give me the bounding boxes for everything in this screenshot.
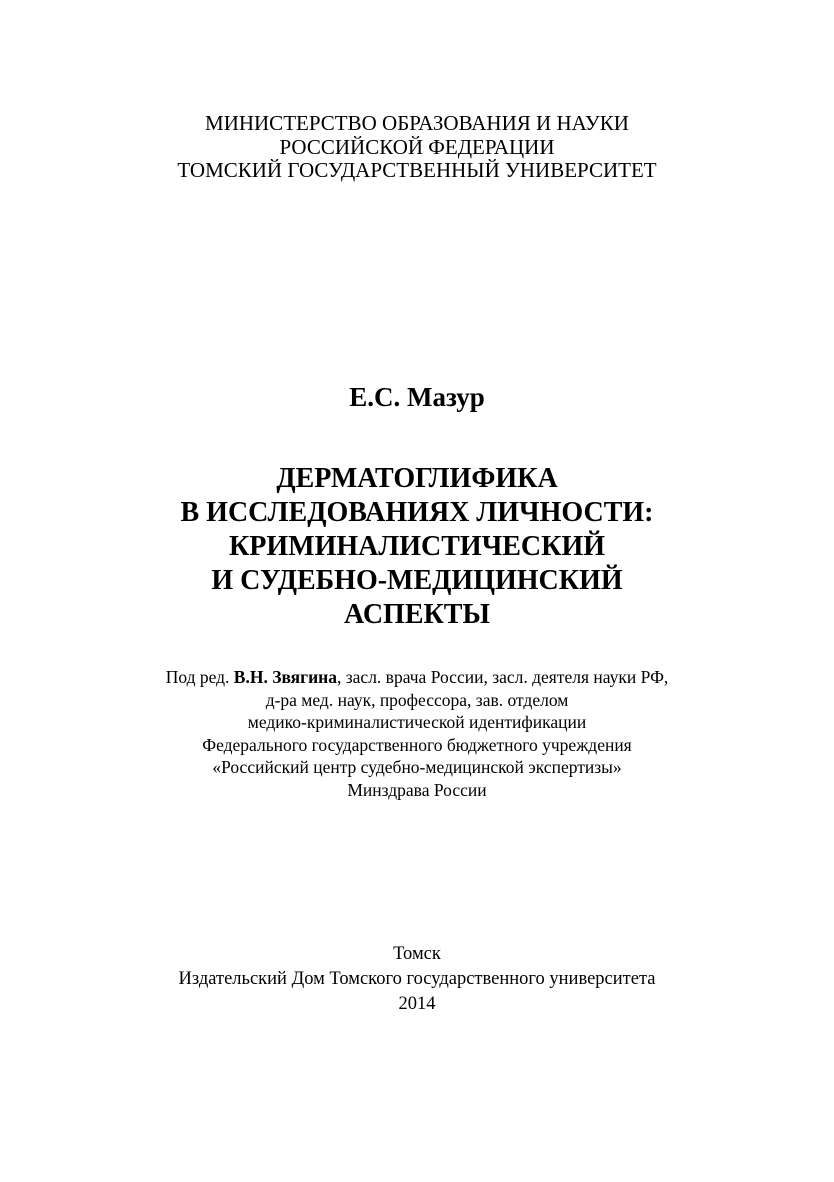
editor-prefix: Под ред. (165, 667, 234, 687)
imprint-publisher: Издательский Дом Томского государственного университета (178, 969, 656, 989)
editor-credit (0, 666, 834, 802)
title-line-1: ДЕРМАТОГЛИФИКА (276, 463, 558, 494)
editor-suffix: , засл. врача России, засл. деятеля науки РФ, (337, 667, 669, 687)
imprint-year: 2014 (398, 994, 436, 1014)
editor-line-3: медико-криминалистической идентификации (247, 712, 587, 733)
editor-line-1 (0, 666, 834, 689)
editor-line-2: д-ра мед. наук, профессора, зав. отделом (265, 689, 569, 710)
editor-line-6: Минздрава России (347, 779, 487, 800)
editor-line-4: Федерального государственного бюджетного учреждения (202, 734, 632, 755)
editor-line-5: «Российский центр судебно-медицинской экспертизы» (212, 757, 622, 778)
title-line-2: В ИССЛЕДОВАНИЯХ ЛИЧНОСТИ: (180, 497, 654, 528)
imprint-city: Томск (393, 944, 441, 964)
ministry-header (0, 112, 834, 183)
ministry-line-2: РОССИЙСКОЙ ФЕДЕРАЦИИ (279, 134, 555, 159)
ministry-line-3: ТОМСКИЙ ГОСУДАРСТВЕННЫЙ УНИВЕРСИТЕТ (177, 158, 657, 182)
editor-name: В.Н. Звягина (233, 667, 337, 687)
imprint (0, 942, 834, 1017)
title-line-5: АСПЕКТЫ (344, 599, 490, 630)
title-line-4: И СУДЕБНО-МЕДИЦИНСКИЙ (211, 565, 623, 596)
book-title (0, 462, 834, 632)
author-name: Е.С. Мазур (349, 382, 485, 412)
ministry-line-1: МИНИСТЕРСТВО ОБРАЗОВАНИЯ И НАУКИ (205, 111, 629, 135)
title-line-3: КРИМИНАЛИСТИЧЕСКИЙ (228, 531, 606, 562)
